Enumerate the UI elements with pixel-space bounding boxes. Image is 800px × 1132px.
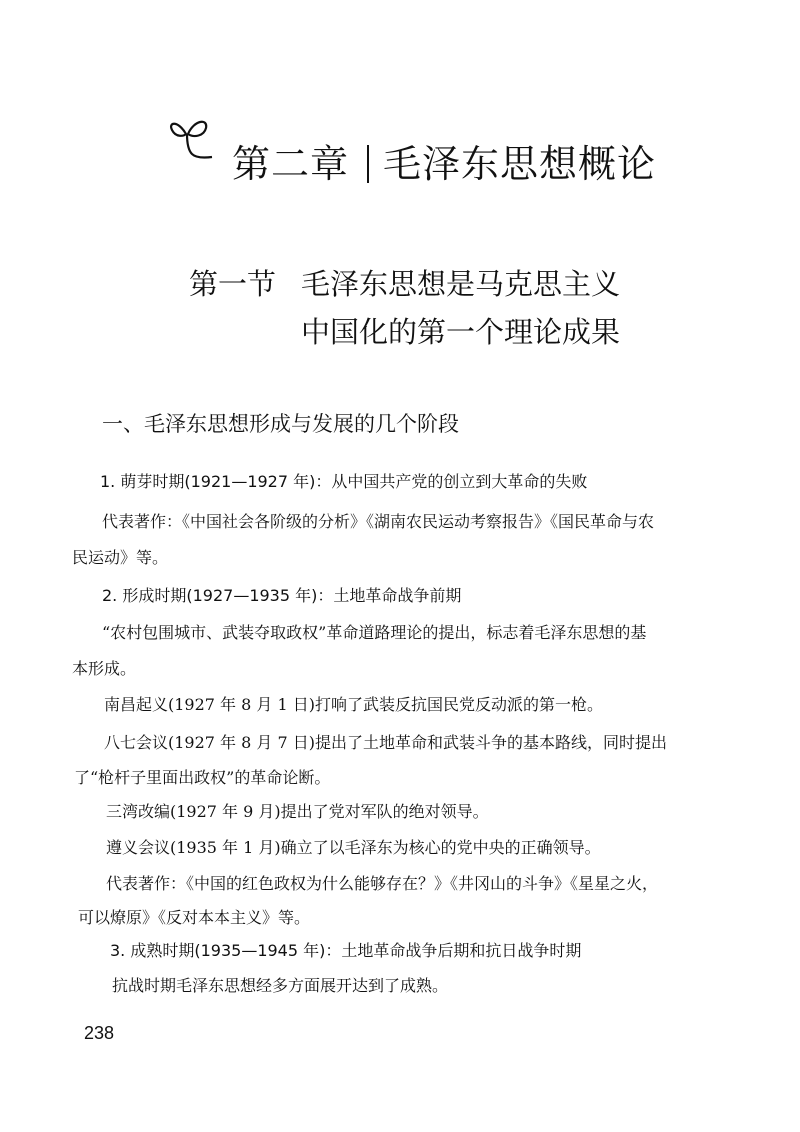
body-line: 可以燎原》《反对本本主义》等。	[78, 908, 311, 927]
subsection-title: 一、毛泽东思想形成与发展的几个阶段	[102, 412, 459, 436]
body-line: 本形成。	[72, 659, 137, 678]
chapter-header	[168, 112, 657, 192]
body-line: 三湾改编(1927 年 9 月)提出了党对军队的绝对领导。	[106, 802, 489, 821]
body-line: 抗战时期毛泽东思想经多方面展开达到了成熟。	[112, 976, 449, 995]
chapter-name: 毛泽东思想概论	[383, 142, 657, 186]
stage-heading-2: 2. 形成时期(1927—1935 年)：土地革命战争前期	[102, 586, 462, 605]
body-line: 代表著作：《中国的红色政权为什么能够存在？》《井冈山的斗争》《星星之火，	[106, 874, 659, 893]
body-line: 民运动》等。	[72, 548, 169, 567]
stage-heading-1: 1. 萌芽时期(1921—1927 年)：从中国共产党的创立到大革命的失败	[100, 472, 588, 491]
body-line: 南昌起义(1927 年 8 月 1 日)打响了武装反抗国民党反动派的第一枪。	[104, 695, 603, 714]
body-line: 八七会议(1927 年 8 月 7 日)提出了土地革命和武装斗争的基本路线，同时提出	[104, 733, 667, 752]
section-title-line1	[189, 266, 620, 302]
chapter-separator	[367, 145, 369, 183]
body-line: “农村包围城市、武装夺取政权”革命道路理论的提出，标志着毛泽东思想的基	[102, 623, 647, 642]
section-title-text-2: 中国化的第一个理论成果	[301, 315, 621, 349]
stage-heading-3: 3. 成熟时期(1935—1945 年)：土地革命战争后期和抗日战争时期	[110, 941, 582, 960]
chapter-label: 第二章	[232, 142, 350, 186]
page-number: 238	[84, 1023, 115, 1043]
section-title-text-1: 毛泽东思想是马克思主义	[301, 267, 621, 301]
sprout-icon	[168, 112, 228, 172]
chapter-title	[232, 142, 656, 186]
section-title-line2	[301, 314, 620, 350]
body-line: 遵义会议(1935 年 1 月)确立了以毛泽东为核心的党中央的正确领导。	[106, 838, 601, 857]
section-label: 第一节	[189, 267, 277, 301]
body-line: 代表著作：《中国社会各阶级的分析》《湖南农民运动考察报告》《国民革命与农	[102, 512, 655, 531]
body-line: 了“枪杆子里面出政权”的革命论断。	[74, 768, 331, 787]
